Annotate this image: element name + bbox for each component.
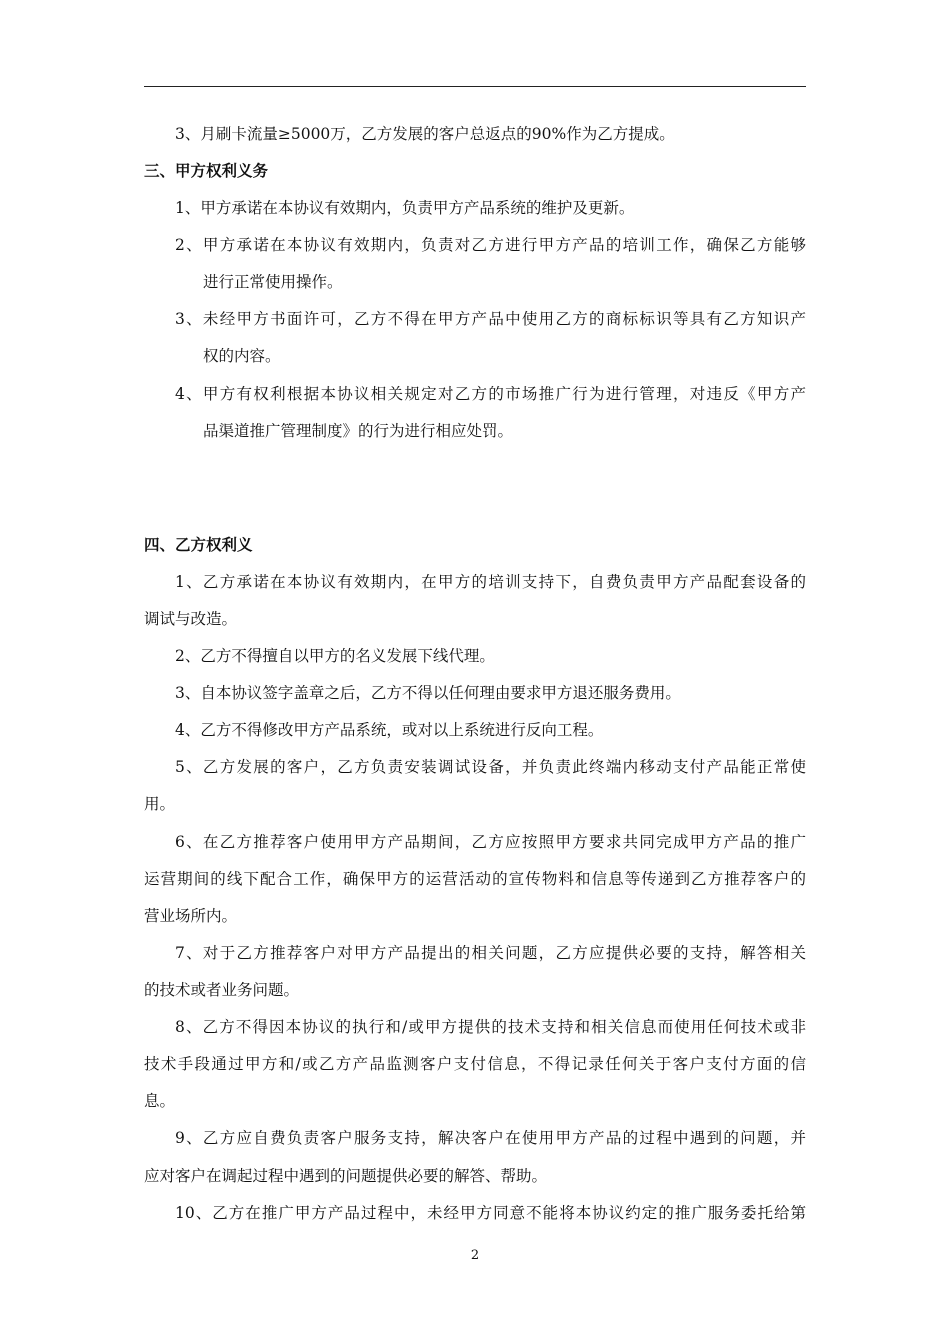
header-rule <box>144 86 806 87</box>
clause-line: 2、甲方承诺在本协议有效期内，负责对乙方进行甲方产品的培训工作，确保乙方能够 <box>175 236 806 254</box>
clause-line: 6、在乙方推荐客户使用甲方产品期间，乙方应按照甲方要求共同完成甲方产品的推广 <box>175 833 806 851</box>
clause-continuation: 的技术或者业务问题。 <box>144 981 300 999</box>
clause-line: 3、月刷卡流量≥5000万，乙方发展的客户总返点的90%作为乙方提成。 <box>175 125 675 143</box>
section-heading: 四、乙方权利义 <box>144 535 253 554</box>
clause-line: 2、乙方不得擅自以甲方的名义发展下线代理。 <box>175 647 495 665</box>
clause-line: 9、乙方应自费负责客户服务支持，解决客户在使用甲方产品的过程中遇到的问题，并 <box>175 1129 806 1147</box>
page-number: 2 <box>470 1248 480 1263</box>
clause-continuation: 调试与改造。 <box>144 610 238 628</box>
clause-line: 5、乙方发展的客户，乙方负责安装调试设备，并负责此终端内移动支付产品能正常使 <box>175 758 806 776</box>
clause-continuation: 技术手段通过甲方和/或乙方产品监测客户支付信息，不得记录任何关于客户支付方面的信 <box>144 1055 806 1073</box>
clause-continuation: 用。 <box>144 795 176 813</box>
clause-continuation: 营业场所内。 <box>144 907 238 925</box>
clause-line: 1、乙方承诺在本协议有效期内，在甲方的培训支持下，自费负责甲方产品配套设备的 <box>175 573 806 591</box>
clause-line: 3、自本协议签字盖章之后，乙方不得以任何理由要求甲方退还服务费用。 <box>175 684 681 702</box>
clause-continuation: 应对客户在调起过程中遇到的问题提供必要的解答、帮助。 <box>144 1167 548 1185</box>
clause-line: 1、甲方承诺在本协议有效期内，负责甲方产品系统的维护及更新。 <box>175 199 635 217</box>
clause-line: 7、对于乙方推荐客户对甲方产品提出的相关问题，乙方应提供必要的支持，解答相关 <box>175 944 806 962</box>
clause-continuation: 运营期间的线下配合工作，确保甲方的运营活动的宣传物料和信息等传递到乙方推荐客户的 <box>144 870 806 888</box>
clause-continuation: 品渠道推广管理制度》的行为进行相应处罚。 <box>203 422 514 440</box>
clause-continuation: 息。 <box>144 1092 176 1110</box>
clause-continuation: 权的内容。 <box>203 347 281 365</box>
section-heading: 三、甲方权利义务 <box>144 161 269 180</box>
clause-line: 4、甲方有权利根据本协议相关规定对乙方的市场推广行为进行管理，对违反《甲方产 <box>175 385 806 403</box>
clause-line: 3、未经甲方书面许可，乙方不得在甲方产品中使用乙方的商标标识等具有乙方知识产 <box>175 310 806 328</box>
clause-continuation: 进行正常使用操作。 <box>203 273 343 291</box>
clause-line: 8、乙方不得因本协议的执行和/或甲方提供的技术支持和相关信息而使用任何技术或非 <box>175 1018 806 1036</box>
clause-line: 10、乙方在推广甲方产品过程中，未经甲方同意不能将本协议约定的推广服务委托给第 <box>175 1204 806 1222</box>
clause-line: 4、乙方不得修改甲方产品系统，或对以上系统进行反向工程。 <box>175 721 604 739</box>
